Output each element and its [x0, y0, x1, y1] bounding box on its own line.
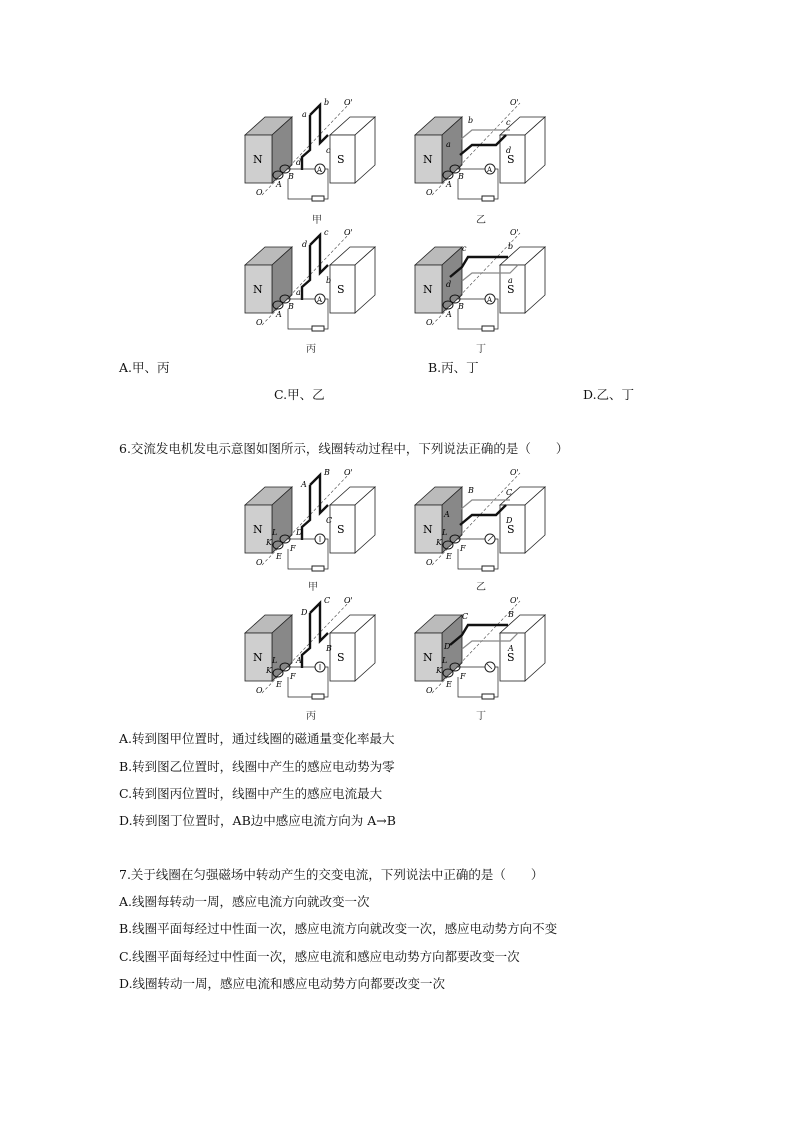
q6-option-c[interactable]: C.转到图丙位置时，线圈中产生的感应电流最大	[119, 786, 383, 801]
svg-text:c: c	[326, 146, 331, 155]
svg-text:C: C	[462, 612, 469, 621]
svg-text:A: A	[296, 656, 302, 665]
svg-text:S: S	[337, 523, 345, 536]
svg-text:D: D	[301, 608, 308, 617]
svg-text:A: A	[276, 310, 282, 319]
figure-caption: 甲	[308, 582, 318, 593]
svg-text:B: B	[288, 172, 294, 181]
svg-text:N: N	[423, 651, 433, 664]
svg-text:b: b	[324, 98, 330, 107]
q7-option-c[interactable]: C.线圈平面每经过中性面一次，感应电流和感应电动势方向都要改变一次	[119, 949, 520, 964]
svg-text:B: B	[458, 172, 464, 181]
svg-text:L: L	[442, 528, 448, 537]
svg-text:O': O'	[510, 596, 519, 605]
svg-text:F: F	[290, 672, 296, 681]
q6-figure-yi	[410, 465, 560, 593]
svg-text:A: A	[317, 296, 323, 304]
svg-text:O': O'	[344, 98, 353, 107]
svg-text:B: B	[288, 302, 294, 311]
q5-option-c[interactable]: C.甲、乙	[274, 387, 325, 402]
svg-text:O: O	[256, 318, 263, 327]
figure-caption: 甲	[312, 215, 322, 226]
svg-text:O: O	[256, 686, 263, 695]
svg-text:D: D	[506, 516, 513, 525]
svg-text:c: c	[324, 228, 329, 237]
svg-text:F: F	[290, 544, 296, 553]
q7-stem: 7.关于线圈在匀强磁场中转动产生的交变电流，下列说法中正确的是（ ）	[119, 867, 544, 882]
q5-figure-yi	[410, 95, 560, 225]
svg-text:O': O'	[344, 228, 353, 237]
svg-text:A: A	[487, 296, 493, 304]
svg-text:C: C	[506, 488, 513, 497]
svg-text:O': O'	[510, 228, 519, 237]
svg-text:O: O	[426, 318, 433, 327]
svg-text:a: a	[446, 140, 451, 149]
q6-option-b[interactable]: B.转到图乙位置时，线圈中产生的感应电动势为零	[119, 759, 395, 774]
svg-text:E: E	[446, 680, 452, 689]
q5-option-a[interactable]: A.甲、丙	[119, 360, 170, 375]
q5-option-d[interactable]: D.乙、丁	[583, 387, 635, 402]
svg-text:d: d	[302, 240, 308, 249]
svg-text:K: K	[266, 666, 272, 675]
q7-option-a[interactable]: A.线圈每转动一周，感应电流方向就改变一次	[119, 894, 370, 909]
svg-text:E: E	[446, 552, 452, 561]
svg-text:S: S	[507, 153, 515, 166]
figure-caption: 乙	[476, 215, 486, 226]
svg-text:a: a	[508, 276, 513, 285]
figure-caption: 丙	[306, 711, 316, 722]
svg-text:A: A	[317, 166, 323, 174]
svg-text:L: L	[272, 656, 278, 665]
q5-option-b[interactable]: B.丙、丁	[428, 360, 479, 375]
svg-text:B: B	[508, 610, 514, 619]
magnet-s-label: S	[337, 153, 345, 166]
svg-text:N: N	[423, 523, 433, 536]
figure-caption: 丁	[476, 344, 486, 355]
svg-text:A: A	[508, 644, 514, 653]
q5-figure-bing	[240, 225, 390, 345]
q7-option-b[interactable]: B.线圈平面每经过中性面一次，感应电流方向就改变一次，感应电动势方向不变	[119, 921, 558, 936]
q6-option-d[interactable]: D.转到图丁位置时，AB边中感应电流方向为 A→B	[119, 813, 396, 828]
svg-text:d: d	[296, 158, 302, 167]
svg-text:S: S	[507, 651, 515, 664]
svg-text:A: A	[444, 510, 450, 519]
svg-text:K: K	[436, 666, 442, 675]
svg-text:A: A	[487, 166, 493, 174]
svg-text:A: A	[301, 480, 307, 489]
svg-text:S: S	[507, 283, 515, 296]
svg-text:O': O'	[510, 98, 519, 107]
svg-text:c: c	[506, 118, 511, 127]
figure-caption: 丁	[476, 711, 486, 722]
svg-text:A: A	[446, 180, 452, 189]
svg-text:D: D	[444, 642, 451, 651]
svg-text:A: A	[446, 310, 452, 319]
figure-caption: 乙	[476, 582, 486, 593]
svg-text:S: S	[337, 283, 345, 296]
svg-text:K: K	[266, 538, 272, 547]
svg-text:b: b	[468, 116, 474, 125]
svg-text:B: B	[326, 644, 332, 653]
svg-text:O': O'	[510, 468, 519, 477]
q7-option-d[interactable]: D.线圈转动一周，感应电流和感应电动势方向都要改变一次	[119, 976, 446, 991]
svg-text:E: E	[276, 680, 282, 689]
svg-text:O: O	[426, 188, 433, 197]
svg-text:N: N	[253, 283, 263, 296]
svg-text:O: O	[256, 558, 263, 567]
svg-text:a: a	[296, 288, 301, 297]
q6-stem: 6.交流发电机发电示意图如图所示，线圈转动过程中，下列说法正确的是（ ）	[119, 441, 569, 456]
svg-text:B: B	[458, 302, 464, 311]
svg-text:b: b	[326, 276, 332, 285]
svg-text:d: d	[446, 280, 452, 289]
svg-text:N: N	[253, 523, 263, 536]
svg-text:K: K	[436, 538, 442, 547]
svg-text:c: c	[462, 244, 467, 253]
svg-text:N: N	[253, 651, 263, 664]
svg-text:F: F	[460, 672, 466, 681]
svg-text:O': O'	[344, 596, 353, 605]
q5-figure-jia	[240, 95, 390, 225]
svg-text:N: N	[423, 153, 433, 166]
svg-text:S: S	[337, 651, 345, 664]
figure-caption: 丙	[306, 344, 316, 355]
svg-text:a: a	[302, 110, 307, 119]
svg-text:C: C	[326, 516, 333, 525]
q6-option-a[interactable]: A.转到图甲位置时，通过线圈的磁通量变化率最大	[119, 731, 395, 746]
svg-text:L: L	[272, 528, 278, 537]
svg-text:d: d	[506, 146, 512, 155]
svg-text:A: A	[276, 180, 282, 189]
svg-text:O': O'	[344, 468, 353, 477]
svg-text:O: O	[426, 686, 433, 695]
q6-figure-ding	[410, 593, 560, 713]
svg-text:S: S	[507, 523, 515, 536]
q5-figure-ding	[410, 225, 560, 345]
svg-text:D: D	[296, 528, 303, 537]
svg-text:B: B	[468, 486, 474, 495]
svg-text:F: F	[460, 544, 466, 553]
q6-figure-bing	[240, 593, 390, 713]
svg-text:E: E	[276, 552, 282, 561]
q6-figure-jia	[240, 465, 390, 593]
svg-text:N: N	[423, 283, 433, 296]
svg-text:b: b	[508, 242, 514, 251]
magnet-n-label: N	[253, 153, 263, 166]
svg-text:C: C	[324, 596, 331, 605]
svg-text:O: O	[426, 558, 433, 567]
svg-text:B: B	[324, 468, 330, 477]
svg-text:L: L	[442, 656, 448, 665]
svg-text:O: O	[256, 188, 263, 197]
